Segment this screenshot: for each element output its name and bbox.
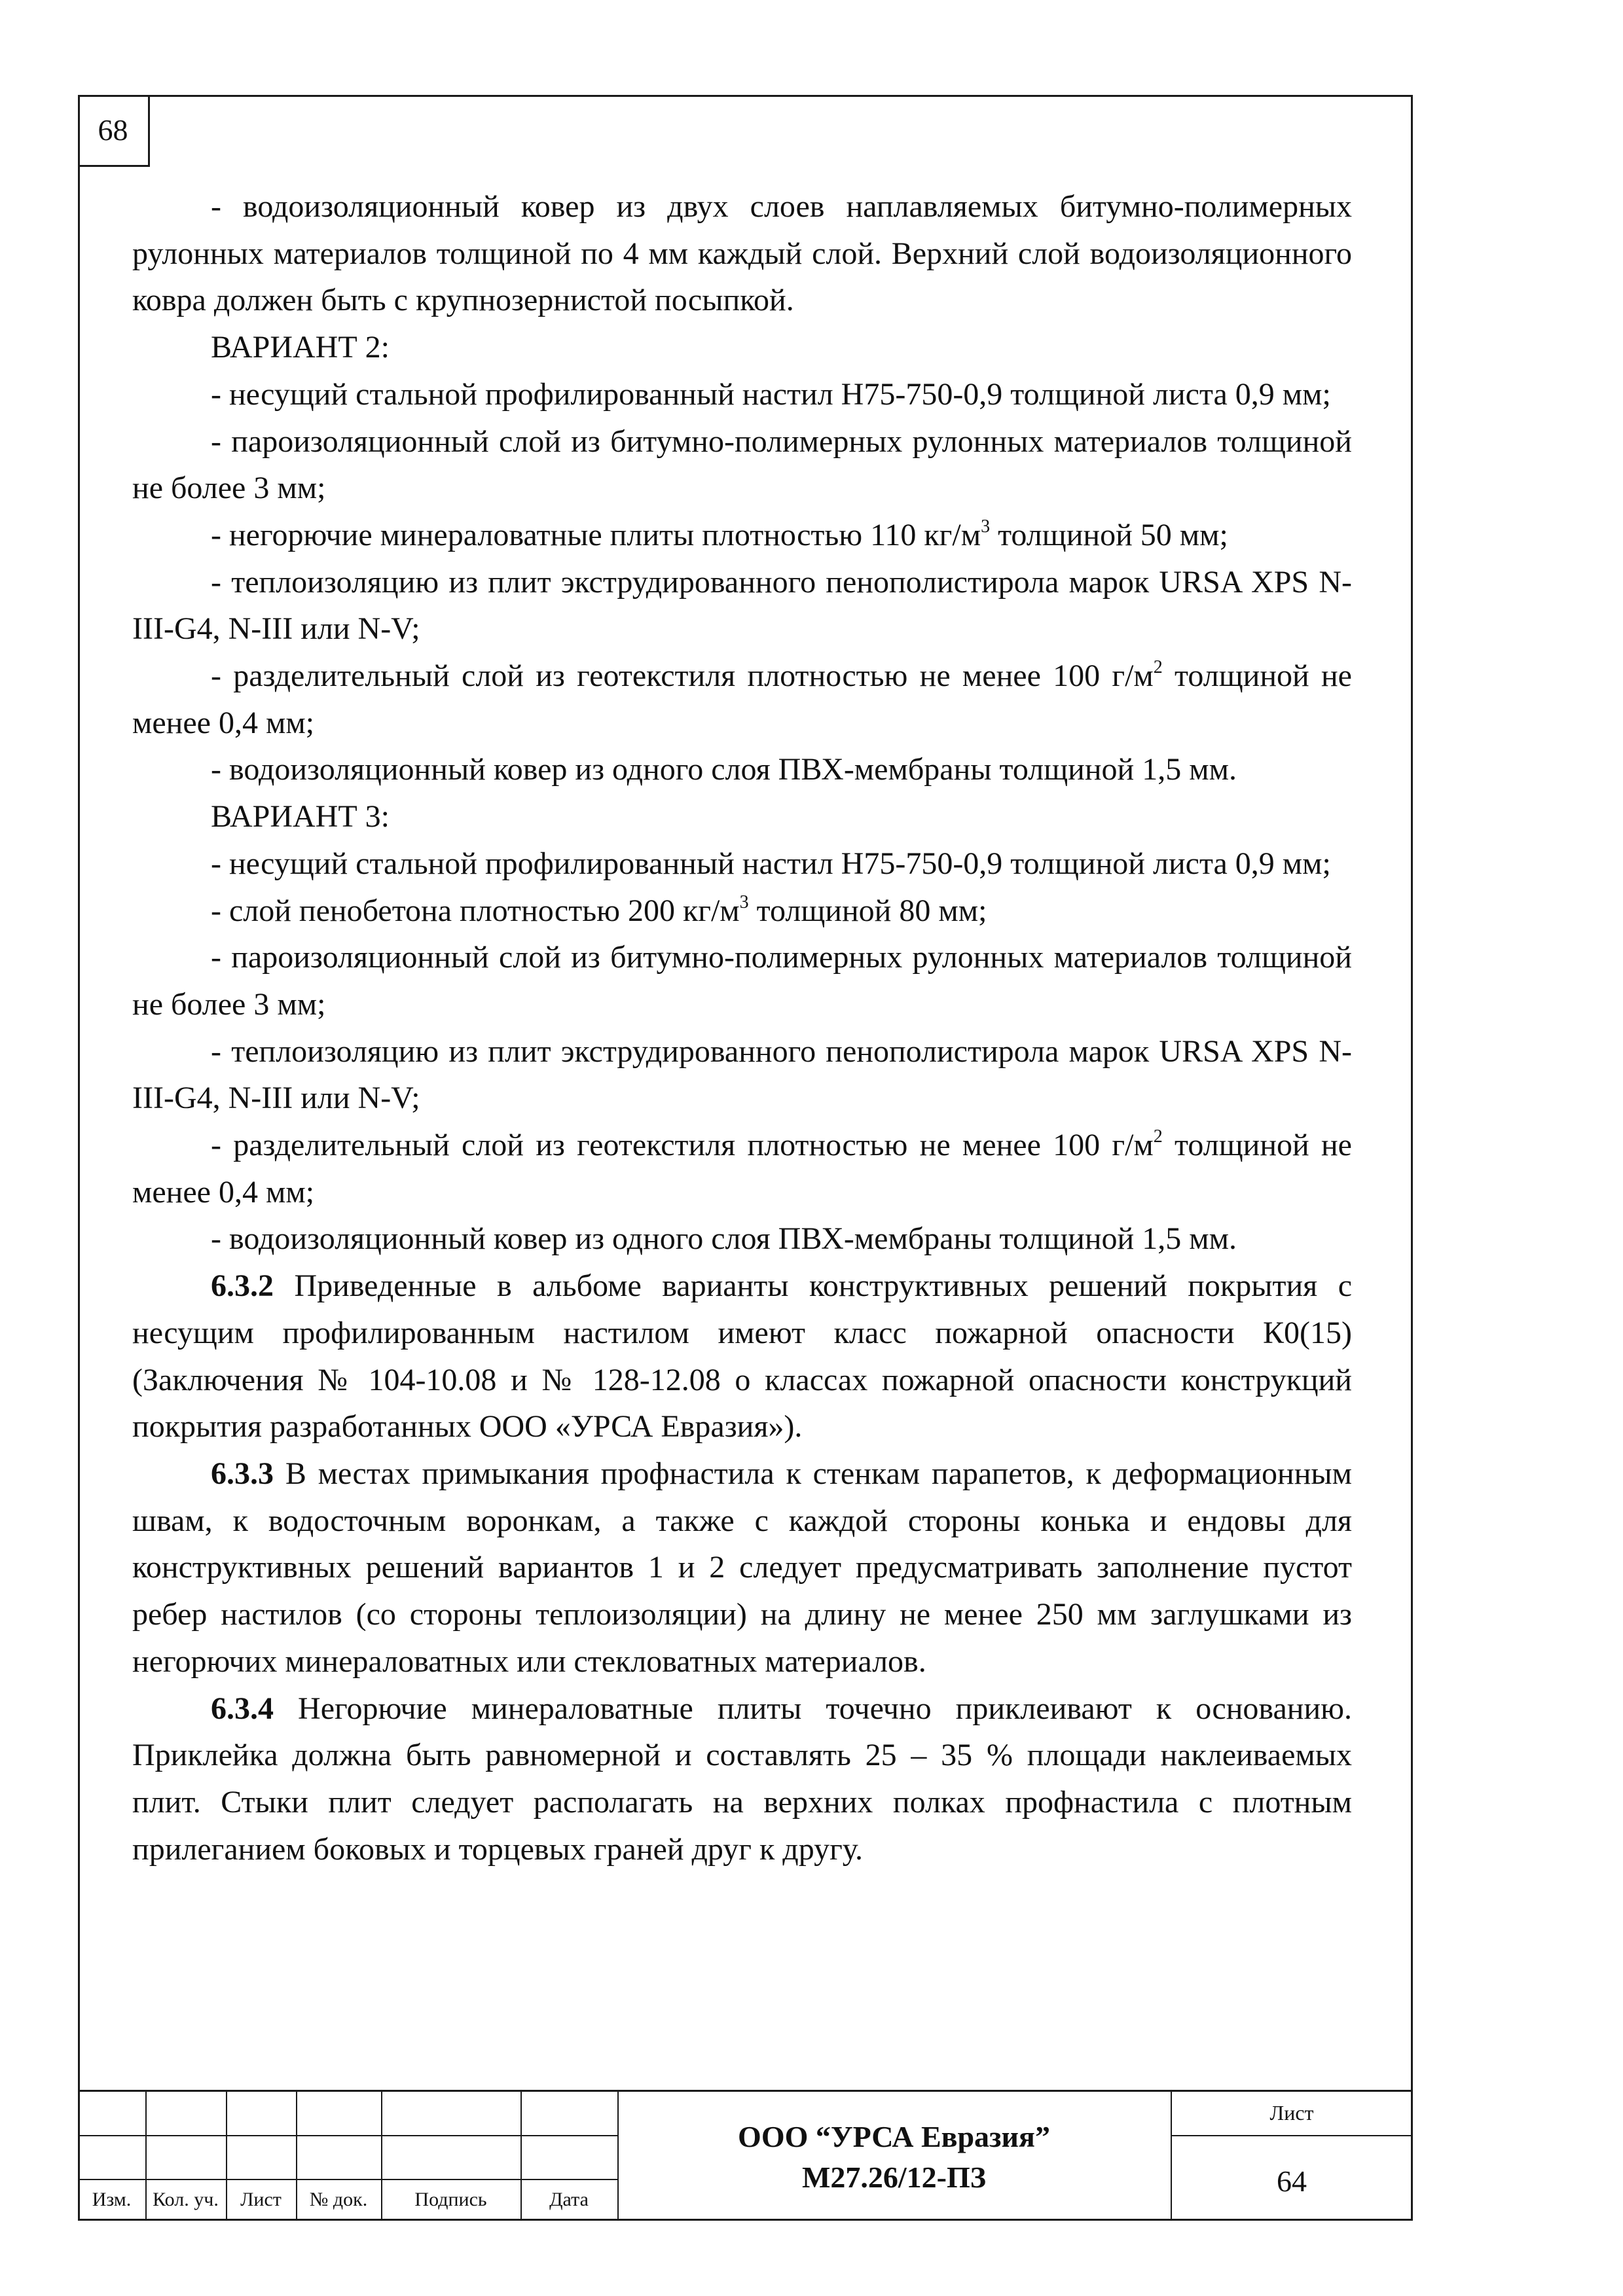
superscript: 3 [981, 516, 991, 537]
stamp-row-line [1171, 2135, 1413, 2136]
section-text: Приведенные в альбоме варианты конструктивных решений покрытия с несущим профилированным настилом имеют класс пожарной опасности К0(15) (Заключения № 104-10.08 и № 128-12.08 о классах пожарной опасности конструкций покрытия разработанных ООО «УРСА Евразия»). [132, 1268, 1352, 1444]
paragraph: - теплоизоляцию из плит экструдированного пенополистирола марок URSA XPS N-III-G4, N-III или N-V; [132, 1033, 1352, 1116]
stamp-header-list: Лист [240, 2189, 282, 2210]
stamp-header-date: Дата [549, 2189, 589, 2210]
stamp-row-line [78, 2179, 617, 2180]
sheet-label: Лист [1269, 2101, 1314, 2125]
stamp-organization [617, 2117, 1171, 2198]
section-number: 6.3.4 [211, 1691, 274, 1726]
paragraph: - несущий стальной профилированный настил Н75-750-0,9 толщиной листа 0,9 мм; [211, 376, 1331, 412]
stamp-header-kol-uch: Кол. уч. [153, 2189, 219, 2210]
text-run: толщиной не менее 0,4 мм; [132, 1128, 1352, 1210]
paragraph: - пароизоляционный слой из битумно-полимерных рулонных материалов толщиной не более 3 мм; [132, 940, 1352, 1022]
paragraph [132, 888, 1352, 935]
text-run: - слой пенобетона плотностью 200 кг/м [211, 893, 740, 928]
title-block-stamp [78, 2090, 1413, 2221]
section-6-3-3 [132, 1450, 1352, 1685]
stamp-row-line [78, 2135, 617, 2136]
section-text: В местах примыкания профнастила к стенкам парапетов, к деформационным швам, к водосточным воронкам, а также с каждой стороны конька и ендовы для конструктивных решений вариантов 1 и 2 следует предусматривать заполнение пустот ребер настилов (со стороны теплоизоляции) на длину не менее 250 мм заглушками из негорючих минераловатных или стекловатных материалов. [132, 1456, 1352, 1679]
text-run: толщиной 50 мм; [990, 517, 1228, 552]
corner-page-number: 68 [78, 95, 150, 167]
superscript: 2 [1153, 657, 1163, 678]
text-run: - разделительный слой из геотекстиля плотностью не менее 100 г/м [211, 1128, 1154, 1163]
text-run: - негорючие минераловатные плиты плотностью 110 кг/м [211, 517, 981, 552]
variant-3-title: ВАРИАНТ 3: [211, 799, 390, 834]
body-text [132, 183, 1352, 1873]
stamp-header-signature: Подпись [414, 2189, 487, 2210]
stamp-header-izm: Изм. [92, 2189, 132, 2210]
paragraph: - водоизоляционный ковер из одного слоя ПВХ-мембраны толщиной 1,5 мм. [211, 1221, 1237, 1257]
text-run: толщиной 80 мм; [748, 893, 987, 928]
section-number: 6.3.3 [211, 1456, 274, 1491]
document-code: М27.26/12-ПЗ [801, 2161, 987, 2194]
sheet-number: 64 [1277, 2164, 1307, 2198]
paragraph: - несущий стальной профилированный настил Н75-750-0,9 толщиной листа 0,9 мм; [211, 846, 1331, 881]
superscript: 2 [1153, 1126, 1163, 1147]
paragraph [132, 653, 1352, 746]
section-number: 6.3.2 [211, 1268, 274, 1304]
paragraph: - пароизоляционный слой из битумно-полимерных рулонных материалов толщиной не более 3 мм; [132, 423, 1352, 506]
section-text: Негорючие минераловатные плиты точечно приклеивают к основанию. Приклейка должна быть равномерной и составлять 25 – 35 % площади наклеиваемых плит. Стыки плит следует располагать на верхних полках профнастила с плотным прилеганием боковых и торцевых граней друг к другу. [132, 1691, 1352, 1867]
stamp-header-doc-number: № док. [309, 2189, 368, 2210]
superscript: 3 [739, 891, 749, 912]
paragraph [132, 1122, 1352, 1215]
paragraph: - водоизоляционный ковер из одного слоя ПВХ-мембраны толщиной 1,5 мм. [211, 752, 1237, 787]
section-6-3-2 [132, 1263, 1352, 1450]
section-6-3-4 [132, 1685, 1352, 1873]
text-run: - разделительный слой из геотекстиля плотностью не менее 100 г/м [211, 658, 1154, 694]
variant-2-title: ВАРИАНТ 2: [211, 330, 390, 365]
organization-name: ООО “УРСА Евразия” [738, 2120, 1050, 2153]
text-run: толщиной не менее 0,4 мм; [132, 658, 1352, 740]
paragraph: - теплоизоляцию из плит экструдированного пенополистирола марок URSA XPS N-III-G4, N-III или N-V; [132, 564, 1352, 647]
paragraph [132, 512, 1352, 559]
paragraph: - водоизоляционный ковер из двух слоев наплавляемых битумно-полимерных рулонных материалов толщиной по 4 мм каждый слой. Верхний слой водоизоляционного ковра должен быть с крупнозернистой посыпкой. [132, 189, 1352, 318]
